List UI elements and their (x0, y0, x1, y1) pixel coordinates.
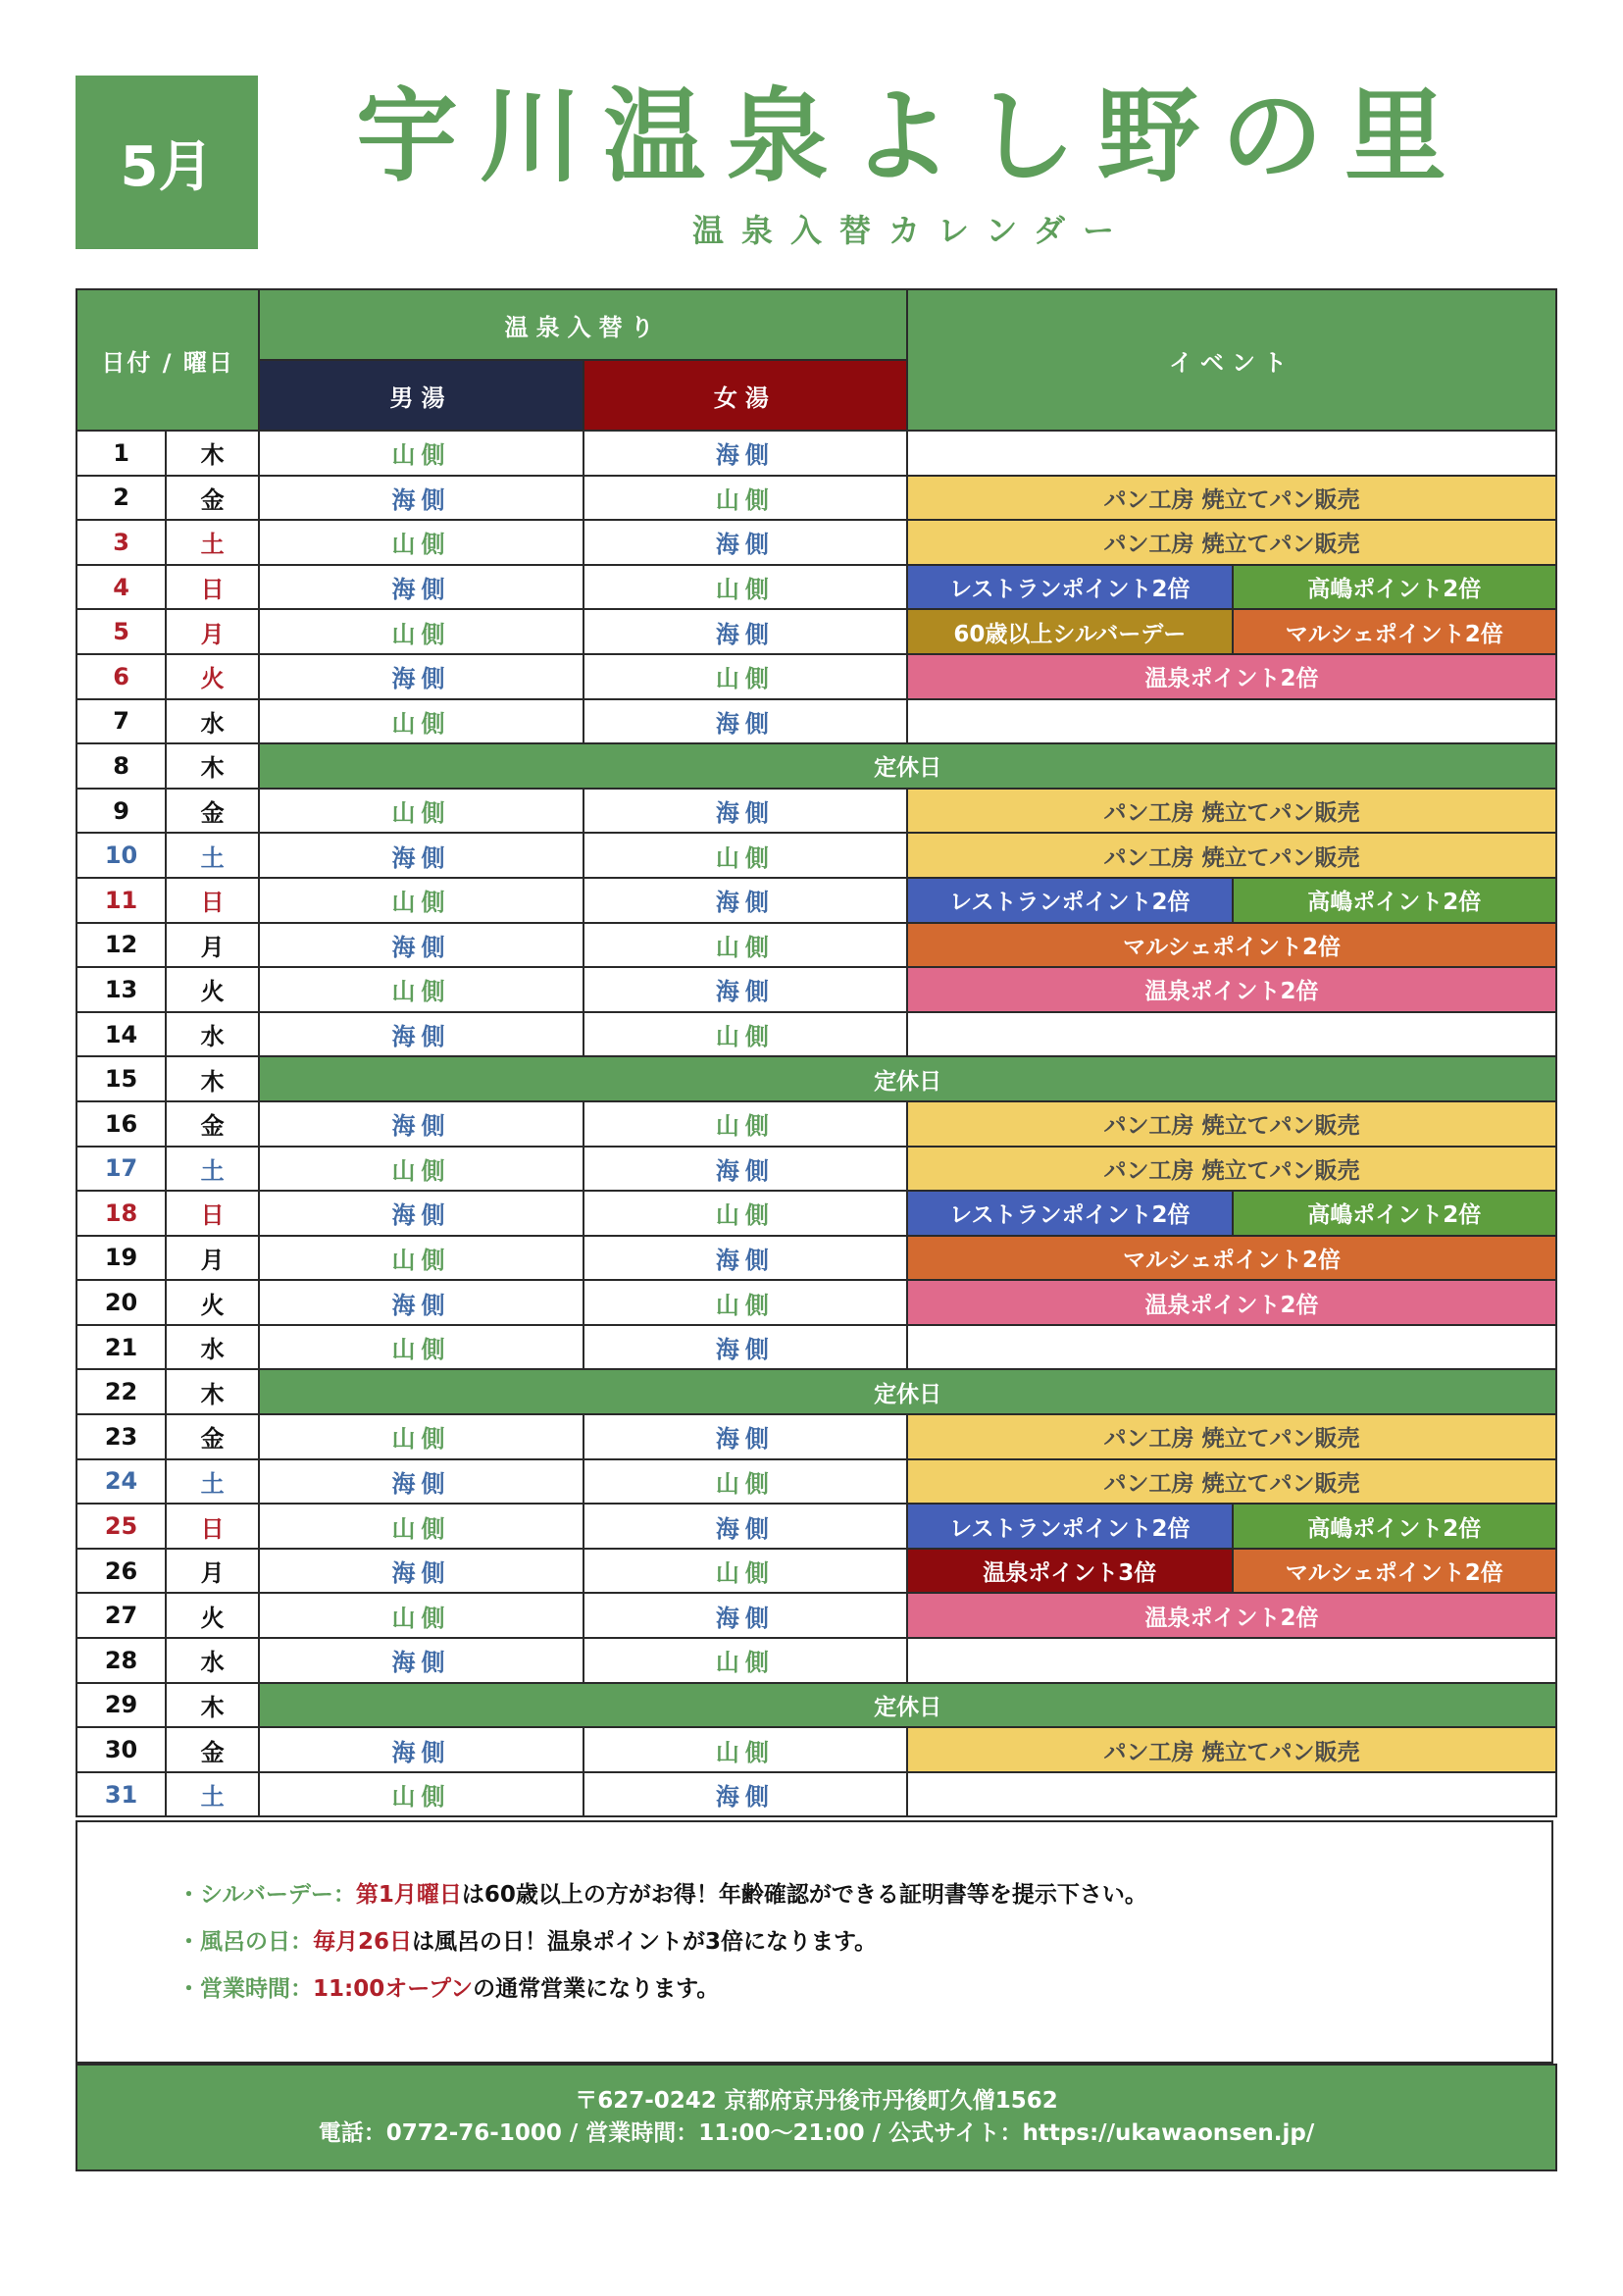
header-women: 女湯 (583, 360, 907, 431)
day-of-week: 土 (166, 1772, 259, 1817)
women-bath-side: 海側 (583, 878, 907, 923)
day-of-week: 月 (166, 1236, 259, 1281)
month-label: 5月 (120, 134, 214, 199)
men-bath-side: 海側 (259, 654, 583, 699)
day-number: 30 (76, 1727, 166, 1772)
table-row (76, 1369, 1556, 1414)
event-cell: マルシェポイント2倍 (907, 1236, 1556, 1281)
women-bath-side: 山側 (583, 1280, 907, 1325)
day-number: 11 (76, 878, 166, 923)
day-of-week: 金 (166, 476, 259, 521)
day-number: 4 (76, 565, 166, 610)
note-hours: ・営業時間：11:00オープンの通常営業になります。 (178, 1976, 720, 2002)
event-cell: マルシェポイント2倍 (1233, 1549, 1556, 1594)
women-bath-side: 山側 (583, 1191, 907, 1236)
event-cell: パン工房 焼立てパン販売 (907, 833, 1556, 878)
women-bath-side: 山側 (583, 654, 907, 699)
day-of-week: 土 (166, 520, 259, 565)
day-number: 5 (76, 609, 166, 654)
day-of-week: 金 (166, 1414, 259, 1459)
closed-day-banner: 定休日 (259, 1683, 1556, 1728)
women-bath-side: 海側 (583, 1236, 907, 1281)
women-bath-side: 海側 (583, 520, 907, 565)
women-bath-side: 海側 (583, 967, 907, 1012)
header-men: 男湯 (259, 360, 583, 431)
table-row (76, 609, 1556, 654)
men-bath-side: 海側 (259, 1459, 583, 1505)
day-number: 22 (76, 1369, 166, 1414)
event-cell: レストランポイント2倍 (907, 565, 1232, 610)
table-row (76, 1101, 1556, 1147)
men-bath-side: 海側 (259, 1549, 583, 1594)
event-cell: 温泉ポイント2倍 (907, 1280, 1556, 1325)
day-of-week: 日 (166, 1504, 259, 1549)
day-of-week: 火 (166, 654, 259, 699)
men-bath-side: 山側 (259, 520, 583, 565)
men-bath-side: 海側 (259, 1101, 583, 1147)
day-number: 31 (76, 1772, 166, 1817)
event-cell: パン工房 焼立てパン販売 (907, 476, 1556, 521)
day-number: 9 (76, 789, 166, 834)
men-bath-side: 海側 (259, 476, 583, 521)
men-bath-side: 山側 (259, 789, 583, 834)
calendar-body (76, 431, 1556, 1816)
day-number: 27 (76, 1593, 166, 1638)
day-of-week: 日 (166, 1191, 259, 1236)
event-cell: 高嶋ポイント2倍 (1233, 878, 1556, 923)
footer-address: 〒627-0242 京都府京丹後市丹後町久僧1562 (575, 2088, 1058, 2114)
event-cell: 高嶋ポイント2倍 (1233, 1191, 1556, 1236)
day-number: 8 (76, 743, 166, 789)
table-row (76, 1549, 1556, 1594)
day-of-week: 木 (166, 1056, 259, 1101)
men-bath-side: 海側 (259, 1280, 583, 1325)
women-bath-side: 山側 (583, 833, 907, 878)
event-cell: マルシェポイント2倍 (907, 923, 1556, 968)
day-of-week: 木 (166, 1369, 259, 1414)
table-row (76, 1325, 1556, 1370)
table-row (76, 654, 1556, 699)
table-row (76, 431, 1556, 476)
closed-day-banner: 定休日 (259, 1369, 1556, 1414)
women-bath-side: 海側 (583, 1593, 907, 1638)
women-bath-side: 海側 (583, 1504, 907, 1549)
event-cell: マルシェポイント2倍 (1233, 609, 1556, 654)
table-row (76, 1056, 1556, 1101)
table-row (76, 699, 1556, 744)
men-bath-side: 海側 (259, 1191, 583, 1236)
calendar-table (76, 288, 1557, 1817)
day-number: 19 (76, 1236, 166, 1281)
event-empty (907, 431, 1556, 476)
table-row (76, 789, 1556, 834)
table-row (76, 476, 1556, 521)
day-of-week: 土 (166, 1459, 259, 1505)
closed-day-banner: 定休日 (259, 1056, 1556, 1101)
event-empty (907, 699, 1556, 744)
day-of-week: 水 (166, 1325, 259, 1370)
table-row (76, 878, 1556, 923)
day-of-week: 日 (166, 878, 259, 923)
table-row (76, 1147, 1556, 1192)
event-cell: レストランポイント2倍 (907, 878, 1232, 923)
day-number: 1 (76, 431, 166, 476)
men-bath-side: 海側 (259, 565, 583, 610)
women-bath-side: 山側 (583, 1459, 907, 1505)
day-of-week: 金 (166, 1101, 259, 1147)
event-cell: 温泉ポイント2倍 (907, 967, 1556, 1012)
men-bath-side: 海側 (259, 923, 583, 968)
event-cell: パン工房 焼立てパン販売 (907, 520, 1556, 565)
event-empty (907, 1772, 1556, 1817)
event-empty (907, 1638, 1556, 1683)
women-bath-side: 山側 (583, 1549, 907, 1594)
notes-box (76, 1820, 1553, 2064)
day-number: 24 (76, 1459, 166, 1505)
table-row (76, 743, 1556, 789)
day-number: 29 (76, 1683, 166, 1728)
day-number: 13 (76, 967, 166, 1012)
women-bath-side: 海側 (583, 1414, 907, 1459)
footer-contact: 電話：0772-76-1000 / 営業時間：11:00〜21:00 / 公式サイト：https://ukawaonsen.jp/ (318, 2120, 1315, 2146)
women-bath-side: 海側 (583, 699, 907, 744)
women-bath-side: 海側 (583, 1772, 907, 1817)
note-silver-day: ・シルバーデー：第1月曜日は60歳以上の方がお得！年齢確認ができる証明書等を提示下さい。 (178, 1882, 1147, 1908)
men-bath-side: 海側 (259, 1638, 583, 1683)
month-badge (76, 76, 258, 249)
day-of-week: 金 (166, 1727, 259, 1772)
men-bath-side: 山側 (259, 967, 583, 1012)
footer (76, 2064, 1557, 2171)
table-row (76, 923, 1556, 968)
day-of-week: 月 (166, 609, 259, 654)
women-bath-side: 山側 (583, 1638, 907, 1683)
day-of-week: 火 (166, 967, 259, 1012)
day-number: 10 (76, 833, 166, 878)
day-of-week: 火 (166, 1280, 259, 1325)
men-bath-side: 海側 (259, 1727, 583, 1772)
table-row (76, 520, 1556, 565)
event-cell: 温泉ポイント2倍 (907, 1593, 1556, 1638)
men-bath-side: 山側 (259, 1325, 583, 1370)
women-bath-side: 海側 (583, 789, 907, 834)
women-bath-side: 海側 (583, 1325, 907, 1370)
day-number: 21 (76, 1325, 166, 1370)
women-bath-side: 海側 (583, 1147, 907, 1192)
event-cell: レストランポイント2倍 (907, 1191, 1232, 1236)
table-row (76, 1236, 1556, 1281)
day-number: 14 (76, 1012, 166, 1057)
event-cell: パン工房 焼立てパン販売 (907, 789, 1556, 834)
table-row (76, 1593, 1556, 1638)
event-cell: パン工房 焼立てパン販売 (907, 1101, 1556, 1147)
day-of-week: 木 (166, 431, 259, 476)
table-row (76, 1683, 1556, 1728)
event-empty (907, 1325, 1556, 1370)
women-bath-side: 山側 (583, 923, 907, 968)
day-of-week: 月 (166, 923, 259, 968)
table-row (76, 1727, 1556, 1772)
day-number: 2 (76, 476, 166, 521)
day-number: 28 (76, 1638, 166, 1683)
day-of-week: 水 (166, 1638, 259, 1683)
event-cell: レストランポイント2倍 (907, 1504, 1232, 1549)
day-of-week: 土 (166, 1147, 259, 1192)
women-bath-side: 山側 (583, 1727, 907, 1772)
day-number: 18 (76, 1191, 166, 1236)
women-bath-side: 山側 (583, 1101, 907, 1147)
table-row (76, 1191, 1556, 1236)
day-of-week: 土 (166, 833, 259, 878)
page-subtitle: 温泉入替カレンダー (692, 212, 1132, 249)
day-number: 26 (76, 1549, 166, 1594)
men-bath-side: 山側 (259, 1504, 583, 1549)
table-row (76, 833, 1556, 878)
table-row (76, 1638, 1556, 1683)
day-number: 7 (76, 699, 166, 744)
day-of-week: 水 (166, 699, 259, 744)
men-bath-side: 山側 (259, 1147, 583, 1192)
day-of-week: 火 (166, 1593, 259, 1638)
event-cell: 温泉ポイント3倍 (907, 1549, 1232, 1594)
day-of-week: 月 (166, 1549, 259, 1594)
closed-day-banner: 定休日 (259, 743, 1556, 789)
event-cell: パン工房 焼立てパン販売 (907, 1727, 1556, 1772)
table-row (76, 1772, 1556, 1817)
men-bath-side: 山側 (259, 878, 583, 923)
day-number: 23 (76, 1414, 166, 1459)
event-cell: 60歳以上シルバーデー (907, 609, 1232, 654)
event-cell: 高嶋ポイント2倍 (1233, 565, 1556, 610)
women-bath-side: 海側 (583, 431, 907, 476)
day-number: 15 (76, 1056, 166, 1101)
day-number: 20 (76, 1280, 166, 1325)
event-cell: パン工房 焼立てパン販売 (907, 1459, 1556, 1505)
men-bath-side: 海側 (259, 833, 583, 878)
table-row (76, 565, 1556, 610)
men-bath-side: 山側 (259, 1593, 583, 1638)
day-number: 3 (76, 520, 166, 565)
table-row (76, 1459, 1556, 1505)
women-bath-side: 山側 (583, 476, 907, 521)
women-bath-side: 山側 (583, 1012, 907, 1057)
men-bath-side: 山側 (259, 699, 583, 744)
women-bath-side: 山側 (583, 565, 907, 610)
event-cell: パン工房 焼立てパン販売 (907, 1414, 1556, 1459)
day-number: 12 (76, 923, 166, 968)
day-of-week: 水 (166, 1012, 259, 1057)
event-cell: 高嶋ポイント2倍 (1233, 1504, 1556, 1549)
table-row (76, 1280, 1556, 1325)
day-of-week: 日 (166, 565, 259, 610)
day-number: 16 (76, 1101, 166, 1147)
event-cell: 温泉ポイント2倍 (907, 654, 1556, 699)
event-cell: パン工房 焼立てパン販売 (907, 1147, 1556, 1192)
day-of-week: 木 (166, 743, 259, 789)
header-swap: 温泉入替り (259, 289, 907, 360)
table-row (76, 1414, 1556, 1459)
men-bath-side: 山側 (259, 1414, 583, 1459)
men-bath-side: 海側 (259, 1012, 583, 1057)
header-date: 日付 / 曜日 (76, 289, 259, 431)
note-bath-day: ・風呂の日：毎月26日は風呂の日！温泉ポイントが3倍になります。 (178, 1929, 878, 1955)
event-empty (907, 1012, 1556, 1057)
women-bath-side: 海側 (583, 609, 907, 654)
day-number: 17 (76, 1147, 166, 1192)
table-row (76, 1012, 1556, 1057)
day-of-week: 金 (166, 789, 259, 834)
day-of-week: 木 (166, 1683, 259, 1728)
day-number: 6 (76, 654, 166, 699)
table-row (76, 967, 1556, 1012)
page-title: 宇川温泉よし野の里 (355, 77, 1468, 196)
header-event: イベント (907, 289, 1556, 431)
men-bath-side: 山側 (259, 1772, 583, 1817)
table-row (76, 1504, 1556, 1549)
men-bath-side: 山側 (259, 1236, 583, 1281)
day-number: 25 (76, 1504, 166, 1549)
men-bath-side: 山側 (259, 431, 583, 476)
men-bath-side: 山側 (259, 609, 583, 654)
